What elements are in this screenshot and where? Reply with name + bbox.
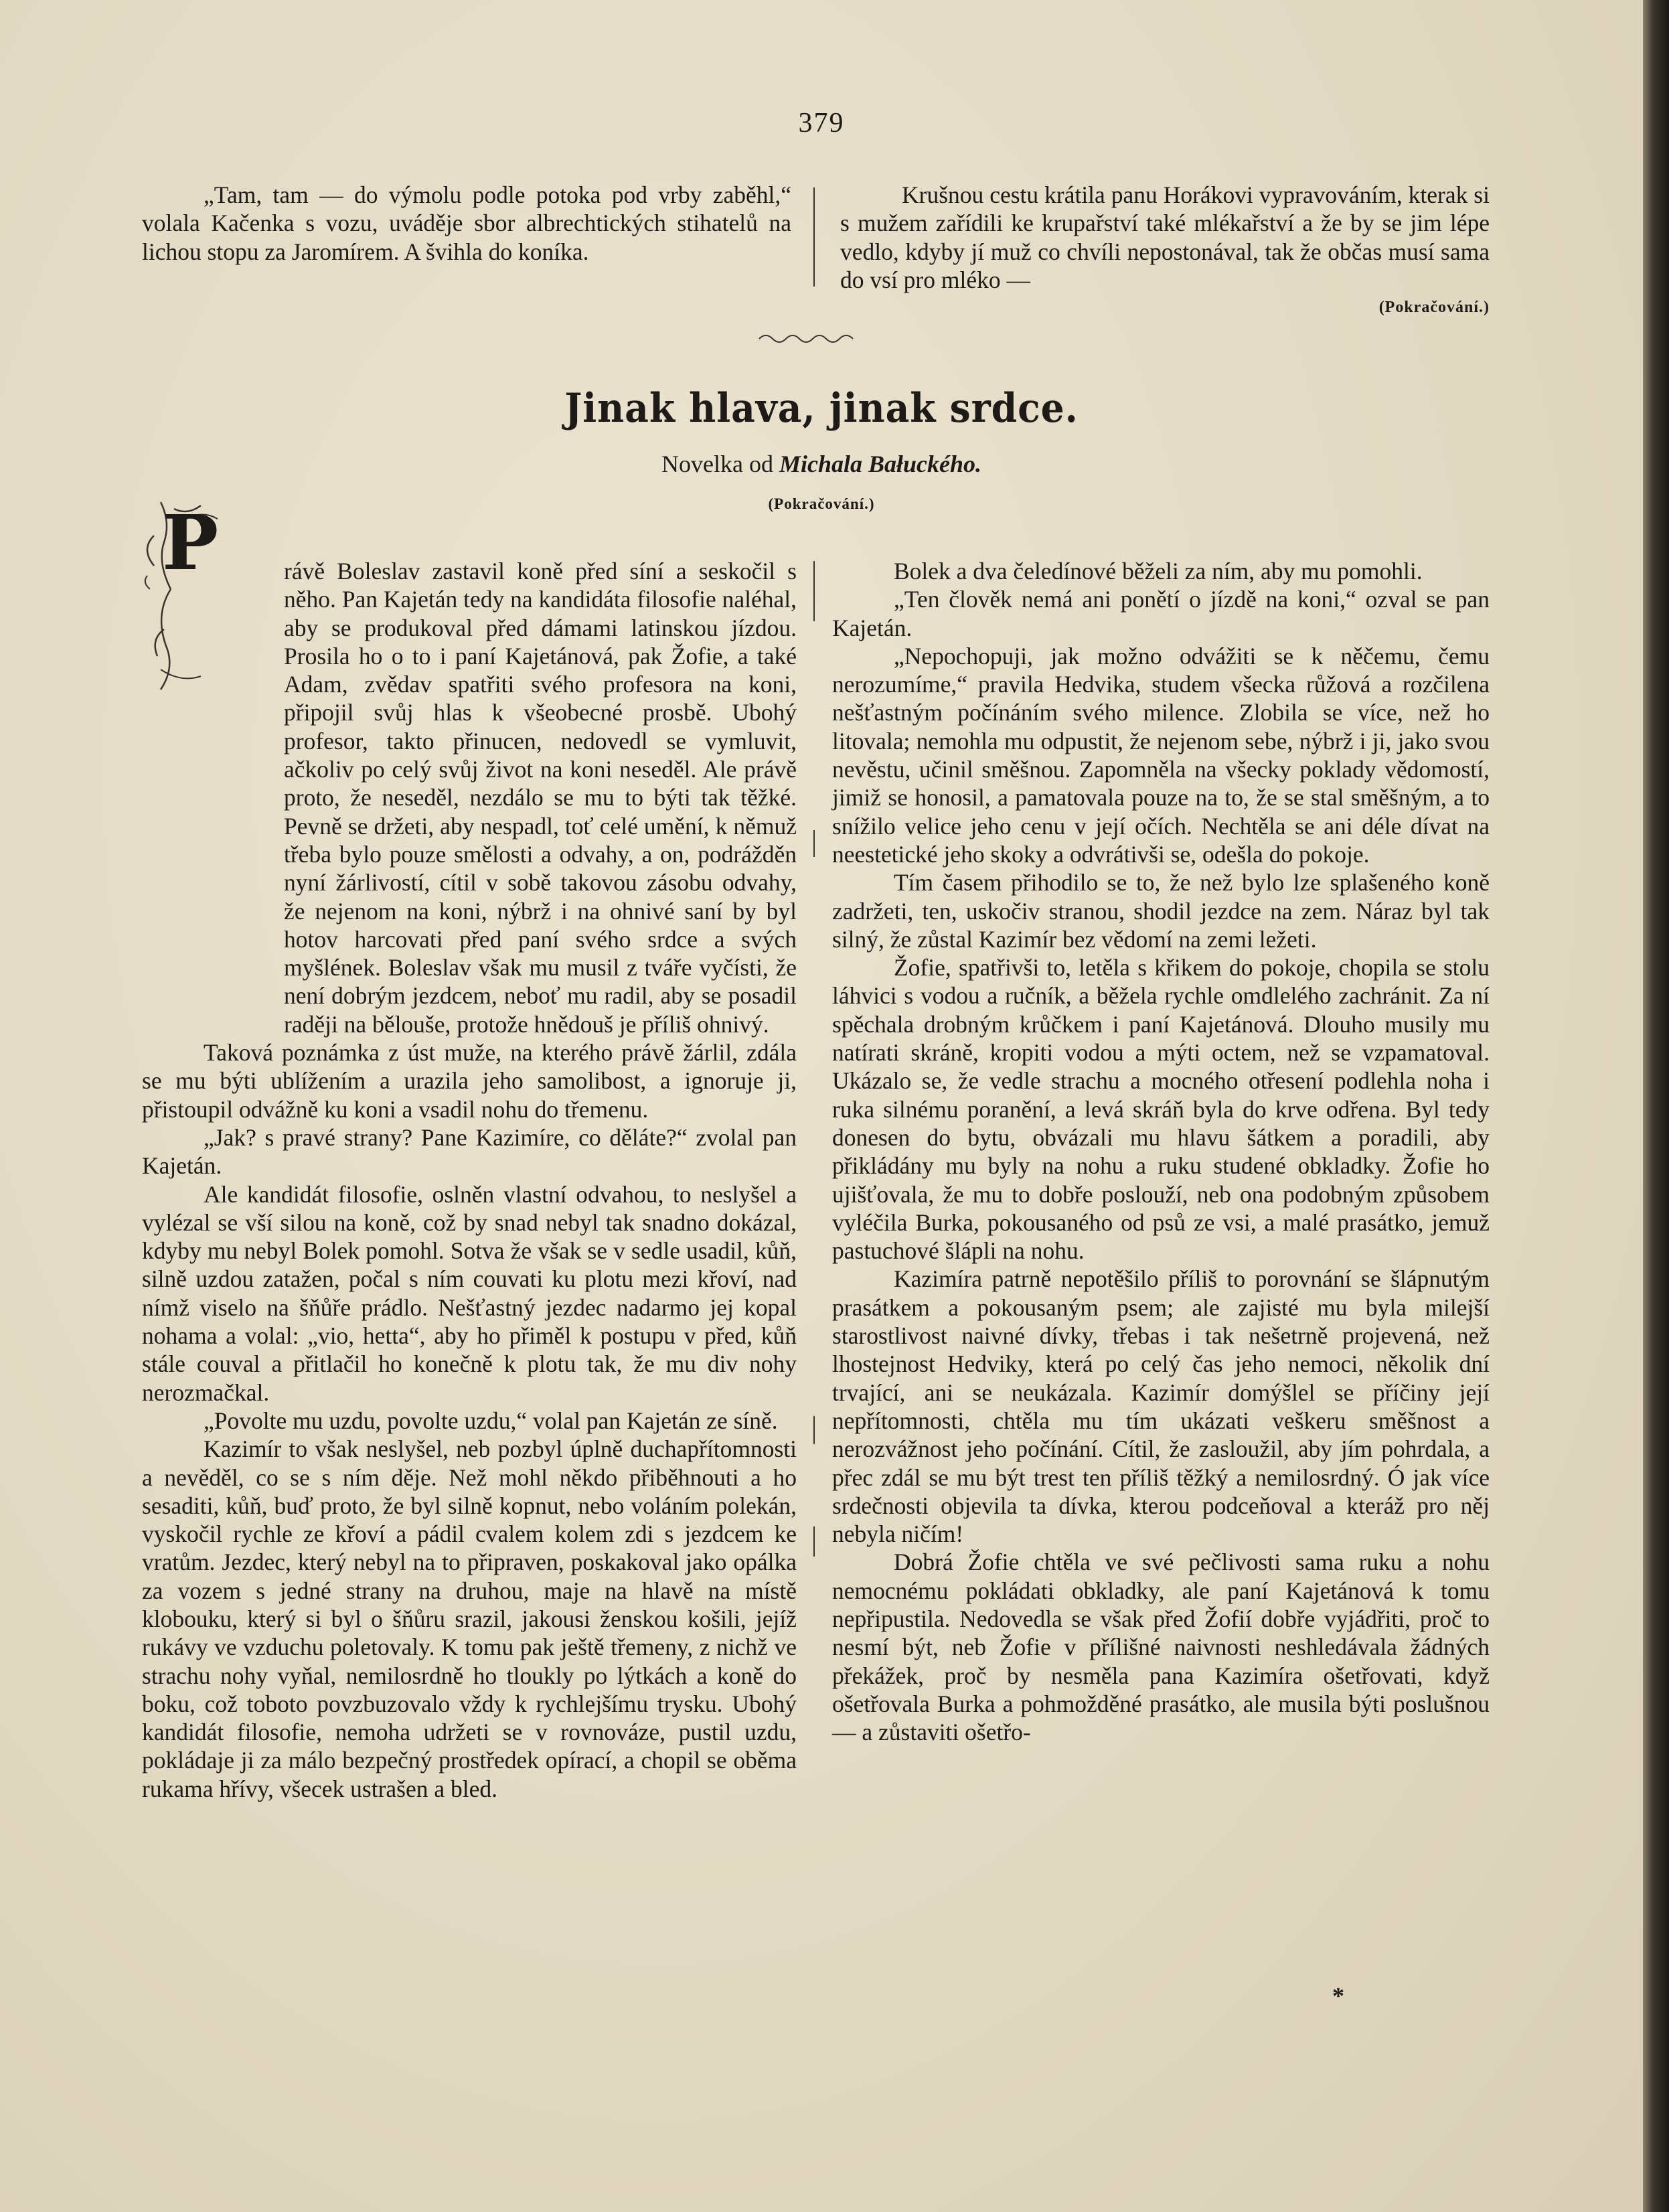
column-divider xyxy=(813,1416,815,1444)
story-continuation-note: (Pokračování.) xyxy=(768,495,875,512)
story-paragraph: Kazimír to však neslyšel, neb pozbyl úplně duchapřítomnosti a nevěděl, co se s ním děje. Než mohl někdo přiběhnouti a ho sesaditi, kůň, buď proto, že byl silně kopnut, nebo voláním polekán, vyskočil rychle ze křoví a pádil cvalem kolem zdi s jezdcem ke vratům. Jezdec, který nebyl na to připraven, poskakoval jako opálka za vozem s jedné strany na druhou, maje na hlavě na místě klobouku, který si byl o šňůru srazil, jakousi ženskou košili, jejíž rukávy ve vzduchu poletovaly. K tomu pak ještě třemeny, z nichž ve strachu nohy vyňal, nemilosrdně ho tloukly po lýtkách a koně do boku, což toboto povzbuzovalo vždy k rychlejšímu trysku. Ubohý kandidát filosofie, nemoha udržeti se v rovnováze, pustil uzdu, pokládaje ji za málo bezpečný prostředek opírací, a chopil se oběma rukama hřívy, všecek ustrašen a bled. xyxy=(142,1435,797,1802)
end-mark: * xyxy=(1332,1982,1344,2009)
story-right-column xyxy=(832,557,1490,1746)
column-divider xyxy=(813,1526,815,1557)
author-name: Michala Bałuckého. xyxy=(779,451,981,477)
story-paragraph: Kazimíra patrně nepotěšilo příliš to porovnání se šlápnutým prasátkem a pokousaným psem; ale zajisté mu byla milejší starostlivost naivné dívky, třebas i tak nešetrně projevená, než lhostejnost Hedviky, která po celý čas jeho nemoci, několik dní trvající, ani se neukázala. Kazimír domýšlel se příčiny její nepřítomnosti, chtěla mu tím ukázati veškeru směšnost a nerozvážnost jeho počínání. Cítil, že zasloužil, aby jím pohrdala, a přec zdál se mu být trest ten příliš těžký a nemilosrdný. Ó jak více srdečnosti objevila ta dívka, kterou podceňoval a kteráž pro něj nebyla ničím! xyxy=(832,1265,1490,1548)
section-separator-ornament xyxy=(758,331,865,347)
story-paragraph: Tím časem přihodilo se to, že než bylo lze splašeného koně zadržeti, ten, uskočiv stranou, shodil jezdce na zem. Náraz byl tak silný, že zůstal Kazimír bez vědomí na zemi ležeti. xyxy=(832,869,1490,953)
previous-story-right-column xyxy=(840,181,1490,319)
story-left-column xyxy=(142,557,797,1803)
story-paragraph: Žofie, spatřivši to, letěla s křikem do pokoje, chopila se stolu láhvici s vodou a ručník, a běžela rychle omdlelého zachránit. Za ní spěchala drobným krůčkem i paní Kajetánová. Dlouho musily mu natírati skráně, kropiti vodou a mýti octem, než se vzpamatoval. Ukázalo se, že vedle strachu a mocného otřesení podlehla noha i ruka silnému poranění, a levá skráň byla do krve odřena. Byl tedy donesen do bytu, obvázali mu hlavu šátkem a poradili, aby přikládány mu byly na nohu a ruku studené obkladky. Žofie ho ujišťovala, že mu to dobře poslouží, neb ona podobným způsobem vyléčila Burka, pokousaného od psů ze vsi, a malé prasátko, jemuž pastuchové šlápli na nohu. xyxy=(832,954,1490,1265)
story-paragraph: „Jak? s pravé strany? Pane Kazimíre, co děláte?“ zvolal pan Kajetán. xyxy=(142,1123,797,1180)
story-paragraph: Dobrá Žofie chtěla ve své pečlivosti sama ruku a nohu nemocnému pokládati obkladky, ale paní Kajetánová k tomu nepřipustila. Nedovedla se však před Žofií dobře vyjádřiti, proč to nesmí být, neb Žofie v přílišné naivnosti neshledávala žádných překážek, proč by nesměla pana Kazimíra ošetřovati, když ošetřovala Burka a pohmožděné prasátko, ale musila býti poslušnou — a zůstaviti ošetřo- xyxy=(832,1549,1490,1746)
previous-story-paragraph: „Tam, tam — do výmolu podle potoka pod vrby zaběhl,“ volala Kačenka s vozu, uváděje sbor albrechtických stihatelů na lichou stopu za Jaromírem. A švihla do koníka. xyxy=(142,181,791,265)
previous-story-paragraph: Krušnou cestu krátila panu Horákovi vypravováním, kterak si s mužem zařídili ke krupařství také mlékařství a že by se jim lépe vedlo, kdyby jí muž co chvíli nepostonával, tak že občas musí sama do vsí pro mléko — xyxy=(840,181,1490,293)
column-divider xyxy=(813,561,815,621)
story-paragraph: „Povolte mu uzdu, povolte uzdu,“ volal pan Kajetán ze síně. xyxy=(204,1407,778,1434)
drop-cap-letter: P xyxy=(162,499,219,587)
story-paragraph-first: rávě Boleslav zastavil koně před síní a seskočil s něho. Pan Kajetán tedy na kandidáta filosofie naléhal, aby se produkoval před dámami latinskou jízdou. Prosila ho o to i paní Kajetánová, pak Žofie, a také Adam, zvědav spatřiti svého profesora na koni, připojil svůj hlas k všeobecné prosbě. Ubohý profesor, takto přinucen, nedovedl se vymluvit, ačkoliv po celý svůj život na koni neseděl. Ale právě proto, že neseděl, nezdálo se mu to býti tak těžké. Pevně se držeti, aby nespadl, toť celé umění, k němuž třeba bylo pouze smělosti a odvahy, a on, podrážděn nyní žárlivostí, cítil v sobě takovou zásobu odvahy, že nejenom na koni, nýbrž i na ohnivé saní by byl hotov harcovati před paní svého srdce a svých myšlének. Boleslav však mu musil z tváře vyčísti, že není dobrým jezdcem, neboť mu radil, aby se posadil raději na bělouše, protože hnědouš je příliš ohnivý. xyxy=(284,558,797,1038)
story-title: Jinak hlava, jinak srdce. xyxy=(564,385,1079,432)
story-subtitle xyxy=(0,450,1643,478)
column-divider-top xyxy=(813,187,815,287)
previous-story-left-column xyxy=(142,181,791,266)
story-paragraph: „Nepochopuji, jak možno odvážiti se k něčemu, čemu nerozumíme,“ pravila Hedvika, studem všecka růžová a rozčilena nešťastným počínáním svého milence. Zlobila se více, než ho litovala; nemohla mu odpustit, že nejenom sebe, nýbrž i ji, jako svou nevěstu, učinil směšnou. Zapomněla na všecky poklady vědomostí, jimiž se honosil, a pamatovala pouze na to, že se stal směšným, a to snížilo velice jeho cenu v její očích. Nechtěla se ani déle dívat na neestetické jeho skoky a odvrátivši se, odešla do pokoje. xyxy=(832,642,1490,868)
page-number: 379 xyxy=(798,108,845,139)
subtitle-prefix: Novelka od xyxy=(661,451,779,477)
story-paragraph: Bolek a dva čeledínové běželi za ním, aby mu pomohli. xyxy=(894,558,1423,584)
continuation-note: (Pokračování.) xyxy=(1378,299,1490,317)
story-paragraph: Ale kandidát filosofie, oslněn vlastní odvahou, to neslyšel a vylézal se vší silou na koně, což by snad nebyl tak snadno dokázal, kdyby mu nebyl Bolek pomohl. Sotva že však se v sedle usadil, kůň, silně uzdou zatažen, počal s ním couvati ku plotu mezi křoví, nad nímž viselo na šňůře prádlo. Nešťastný jezdec nadarmo jej kopal nohama a volal: „vio, hetta“, aby ho přiměl k postupu v před, kůň stále couval a přitlačil ho konečně k plotu tak, že mu div nohy nerozmačkal. xyxy=(142,1180,797,1406)
story-paragraph: „Ten člověk nemá ani ponětí o jízdě na koni,“ ozval se pan Kajetán. xyxy=(832,586,1490,641)
column-divider xyxy=(813,830,815,857)
story-paragraph: Taková poznámka z úst muže, na kterého právě žárlil, zdála se mu býti ublížením a urazila jeho samolibost, a ignoruje ji, přistoupil odvážně ku koni a vsadil nohu do třemenu. xyxy=(142,1039,797,1123)
scan-page-edge xyxy=(1643,0,1669,2212)
